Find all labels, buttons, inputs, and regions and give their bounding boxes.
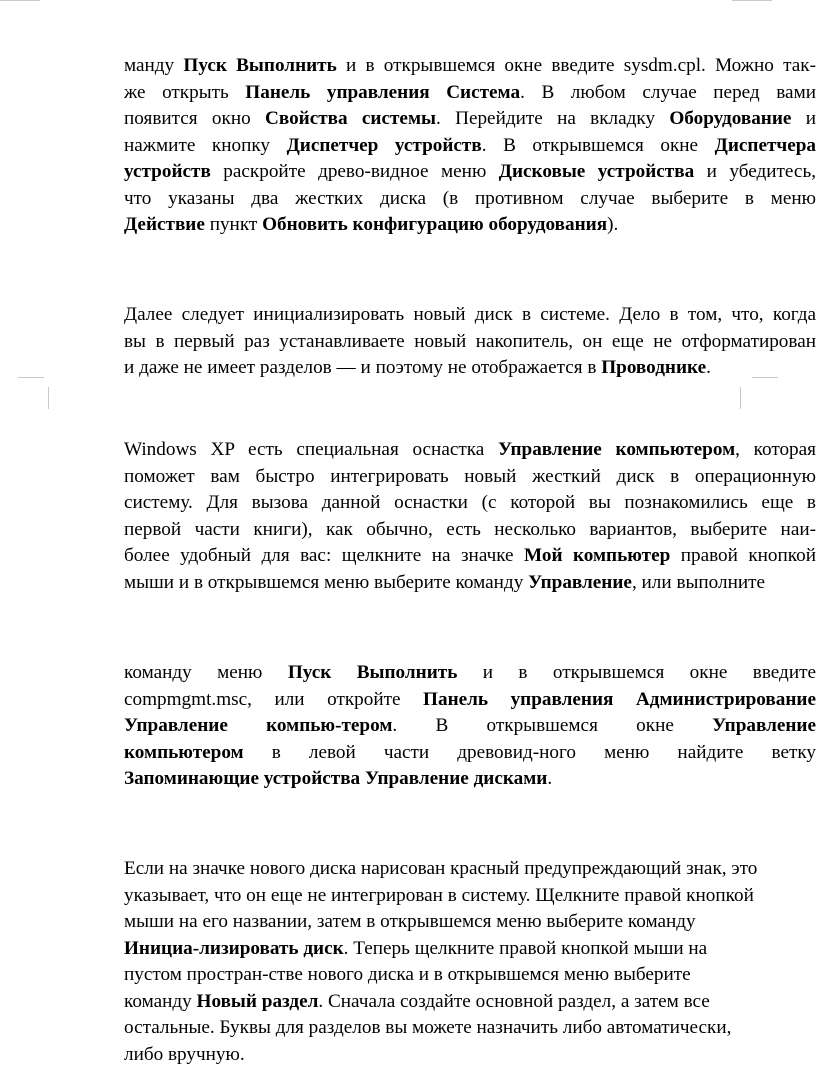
text-line: [124, 133, 816, 160]
text-run: команду: [124, 990, 197, 1012]
text-line: [124, 302, 816, 329]
text-run: и в открывшемся окне введите: [457, 662, 816, 683]
text-run: Если на значке нового диска нарисован красный предупреждающий знак, это: [124, 858, 758, 879]
bold-term: Управление компью-тером: [124, 715, 393, 736]
text-run: указывает, что он еще не интегрирован в систему. Щелкните правой кнопкой: [124, 884, 754, 906]
mid-left-mark-v: [48, 387, 49, 409]
text-line: [124, 80, 816, 107]
text-line: [124, 883, 816, 910]
text-line: [124, 766, 816, 793]
top-left-mark: [0, 0, 40, 1]
bold-term: Свойства системы: [264, 108, 436, 129]
bold-term: Проводнике: [601, 357, 707, 378]
bold-term: Запоминающие устройства Управление дисками: [124, 768, 548, 789]
text-run: более удобный для вас: щелкните на значке: [124, 545, 525, 566]
text-line: [124, 437, 816, 464]
text-line: [124, 464, 816, 491]
paragraph-3: [124, 437, 816, 596]
text-run: в левой части древовид-ного меню найдите ветку: [243, 741, 816, 763]
text-line: [124, 962, 816, 989]
bold-term: Обновить конфигурацию оборудования: [262, 214, 608, 235]
text-line: [124, 329, 816, 356]
text-run: нажмите кнопку: [124, 134, 287, 156]
bold-term: устройств: [124, 161, 211, 182]
text-line: [124, 517, 816, 544]
text-run: compmgmt.msc, или откройте: [124, 688, 424, 710]
bold-term: Пуск Выполнить: [183, 55, 337, 76]
text-run: и убедитесь,: [694, 161, 816, 182]
text-run: либо вручную.: [124, 1043, 245, 1065]
bold-term: Дисковые устройства: [498, 161, 695, 182]
text-run: что указаны два жестких диска (в противном случае выберите в меню: [124, 187, 816, 209]
text-run: правой кнопкой: [670, 545, 816, 566]
bold-term: Управление: [528, 571, 632, 593]
bold-term: Панель управления Администрирование: [423, 688, 816, 710]
text-run: появится окно: [124, 108, 265, 129]
mid-right-mark-v: [740, 387, 741, 409]
text-run: и в открывшемся окне введите sysdm.cpl. Можно так-: [336, 55, 816, 76]
text-run: мыши и в открывшемся меню выберите команду: [124, 571, 529, 593]
text-line: [124, 212, 816, 239]
text-line: [124, 989, 816, 1016]
text-run: . В открывшемся окне: [392, 715, 713, 736]
text-run: мыши на его названии, затем в открывшемся меню выберите команду: [124, 911, 696, 932]
paragraph-2: [124, 302, 816, 382]
text-run: .: [547, 768, 553, 789]
text-run: и: [791, 108, 816, 129]
text-line: [124, 106, 816, 133]
bold-term: Инициа-лизировать диск: [124, 937, 344, 959]
text-run: пустом простран-стве нового диска и в открывшемся меню выберите: [124, 964, 691, 985]
text-run: Далее следует инициализировать новый диск в системе. Дело в том, что, когда: [124, 304, 816, 325]
text-run: , или выполните: [631, 571, 766, 593]
text-run: первой части книги), как обычно, есть несколько вариантов, выберите наи-: [124, 518, 816, 540]
paragraph-4: [124, 660, 816, 793]
paragraph-5: [124, 856, 816, 1068]
text-run: .: [706, 357, 711, 378]
text-line: [124, 53, 816, 80]
text-run: . Перейдите на вкладку: [436, 108, 670, 129]
text-line: [124, 936, 816, 963]
mid-left-mark-h: [18, 377, 44, 378]
text-run: же открыть: [124, 81, 246, 103]
text-run: Windows XP есть специальная оснастка: [124, 439, 498, 460]
bold-term: Новый раздел: [196, 990, 319, 1012]
text-run: и даже не имеет разделов — и поэтому не отображается в: [124, 357, 602, 378]
text-run: . В открывшемся окне: [481, 134, 715, 156]
text-run: , которая: [735, 439, 816, 460]
text-line: [124, 687, 816, 714]
text-line: [124, 856, 816, 883]
text-run: команду меню: [124, 662, 288, 683]
bold-term: Управление компьютером: [497, 439, 736, 460]
paragraph-1: [124, 53, 816, 239]
bold-term: Пуск Выполнить: [287, 662, 458, 683]
bold-term: Мой компьютер: [524, 545, 671, 566]
bold-term: Действие: [124, 214, 205, 235]
text-line: [124, 1015, 816, 1042]
bold-term: Диспетчера: [714, 134, 816, 156]
text-run: систему. Для вызова данной оснастки (с которой вы познакомились еще в: [124, 492, 816, 513]
bold-term: компьютером: [124, 741, 244, 763]
text-run: поможет вам быстро интегрировать новый жесткий диск в операционную: [124, 465, 816, 487]
text-run: вы в первый раз устанавливаете новый накопитель, он еще не отформатирован: [124, 330, 816, 352]
text-line: [124, 1042, 816, 1069]
text-run: . Теперь щелкните правой кнопкой мыши на: [343, 937, 708, 959]
text-line: [124, 186, 816, 213]
text-run: манду: [124, 55, 184, 76]
text-line: [124, 543, 816, 570]
text-line: [124, 570, 816, 597]
bold-term: Оборудование: [669, 108, 792, 129]
text-run: ).: [607, 214, 619, 235]
text-line: [124, 909, 816, 936]
text-line: [124, 713, 816, 740]
text-line: [124, 660, 816, 687]
text-line: [124, 490, 816, 517]
text-run: остальные. Буквы для разделов вы можете назначить либо автоматически,: [124, 1017, 732, 1038]
top-right-mark: [732, 0, 772, 1]
text-run: раскройте древо-видное меню: [210, 161, 499, 182]
text-run: . Сначала создайте основной раздел, а затем все: [318, 990, 710, 1012]
bold-term: Панель управления Система: [245, 81, 521, 103]
bold-term: Управление: [712, 715, 816, 736]
text-line: [124, 355, 816, 382]
text-run: пункт: [204, 214, 263, 235]
text-line: [124, 159, 816, 186]
text-line: [124, 740, 816, 767]
bold-term: Диспетчер устройств: [286, 134, 482, 156]
text-run: . В любом случае перед вами: [520, 81, 816, 103]
